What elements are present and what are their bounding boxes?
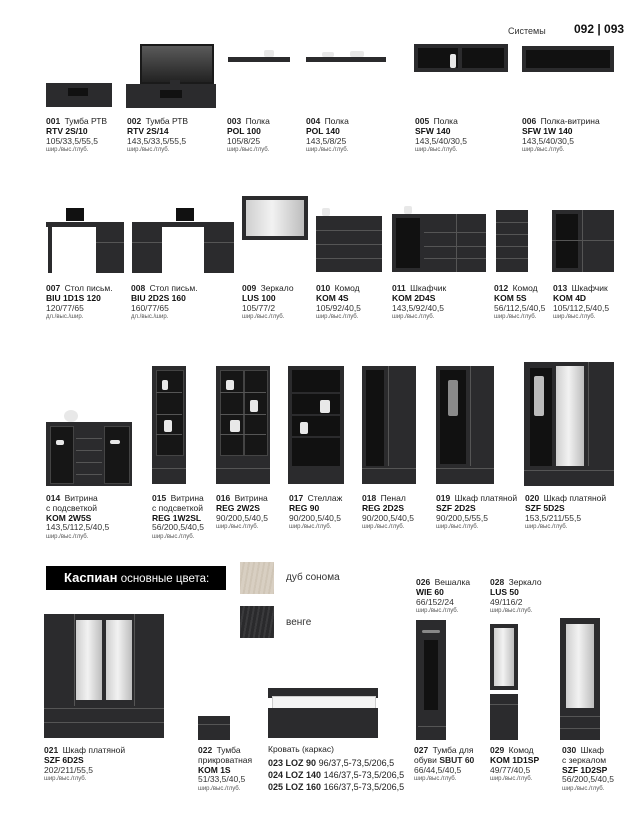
product-012: 012 Комод KOM 5S 56/112,5/40,5 шир./выс./глуб. (494, 283, 546, 321)
page-numbers: 092 | 093 (574, 22, 625, 36)
product-008: 008 Стол письм. BIU 2D2S 160 160/77/65 дл./выс./шир. (131, 283, 198, 321)
product-005: 005 Полка SFW 140 143,5/40/30,5 шир./выс./глуб. (415, 116, 467, 154)
product-beds: Кровать (каркас) 023 LOZ 90 96/37,5-73,5/206,5 024 LOZ 140 146/37,5-73,5/206,5 025 LOZ 160 166/37,5-73,5/206,5 (268, 744, 405, 792)
color-swatch-sonoma (240, 562, 274, 594)
product-007: 007 Стол письм. BIU 1D1S 120 120/77/65 дл./выс./шир. (46, 283, 113, 321)
kaspian-banner (46, 566, 226, 590)
kaspian-name: Каспиан (64, 570, 118, 585)
product-029: 029 Комод KOM 1D1SP 49/77/40,5 шир./выс./глуб. (490, 745, 540, 783)
product-017: 017 Стеллаж REG 90 90/200,5/40,5 шир./выс./глуб. (289, 493, 343, 531)
color-label-wenge: венге (286, 617, 312, 628)
product-003: 003 Полка POL 100 105/8/25 шир./выс./глуб. (227, 116, 270, 154)
product-011: 011 Шкафчик KOM 2D4S 143,5/92/40,5 шир./выс./глуб. (392, 283, 447, 321)
color-label-sonoma: дуб сонома (286, 572, 340, 583)
color-swatch-wenge (240, 606, 274, 638)
product-018: 018 Пенал REG 2D2S 90/200,5/40,5 шир./выс./глуб. (362, 493, 414, 531)
product-028: 028 Зеркало LUS 50 49/116/2 шир./выс./глуб. (490, 577, 542, 615)
product-009: 009 Зеркало LUS 100 105/77/2 шир./выс./глуб. (242, 283, 294, 321)
product-019: 019 Шкаф платяной SZF 2D2S 90/200,5/55,5 шир./выс./глуб. (436, 493, 518, 531)
product-004: 004 Полка POL 140 143,5/8/25 шир./выс./глуб. (306, 116, 349, 154)
product-026: 026 Вешалка WIE 60 66/152/24 шир./выс./глуб. (416, 577, 471, 615)
product-013: 013 Шкафчик KOM 4D 105/112,5/40,5 шир./выс./глуб. (553, 283, 610, 321)
section-title: Системы (508, 26, 546, 36)
product-020: 020 Шкаф платяной SZF 5D2S 153,5/211/55,5 шир./выс./глуб. (525, 493, 607, 531)
product-002: 002 Тумба РТВ RTV 2S/14 143,5/33,5/55,5 шир./выс./глуб. (127, 116, 189, 154)
product-021: 021 Шкаф платяной SZF 6D2S 202/211/55,5 шир./выс./глуб. (44, 745, 126, 783)
kaspian-label: основные цвета: (120, 573, 210, 585)
product-016: 016 Витрина REG 2W2S 90/200,5/40,5 шир./выс./глуб. (216, 493, 268, 531)
product-022: 022 Тумба прикроватная KOM 1S 51/33,5/40,5 шир./выс./глуб. (198, 745, 253, 793)
product-030: 030 Шкаф с зеркалом SZF 1D2SP 56/200,5/40,5 шир./выс./глуб. (562, 745, 614, 793)
product-014: 014 Витрина с подсветкой KOM 2W5S 143,5/112,5/40,5 шир./выс./глуб. (46, 493, 110, 541)
product-015: 015 Витрина с подсветкой REG 1W2SL 56/200,5/40,5 шир./выс./глуб. (152, 493, 204, 541)
product-010: 010 Комод KOM 4S 105/92/40,5 шир./выс./глуб. (316, 283, 361, 321)
product-006: 006 Полка-витрина SFW 1W 140 143,5/40/30,5 шир./выс./глуб. (522, 116, 600, 154)
product-027: 027 Тумба для обуви SBUT 60 66/44,5/40,5 шир./выс./глуб. (414, 745, 475, 783)
product-001: 001 Тумба РТВ RTV 2S/10 105/33,5/55,5 шир./выс./глуб. (46, 116, 108, 154)
